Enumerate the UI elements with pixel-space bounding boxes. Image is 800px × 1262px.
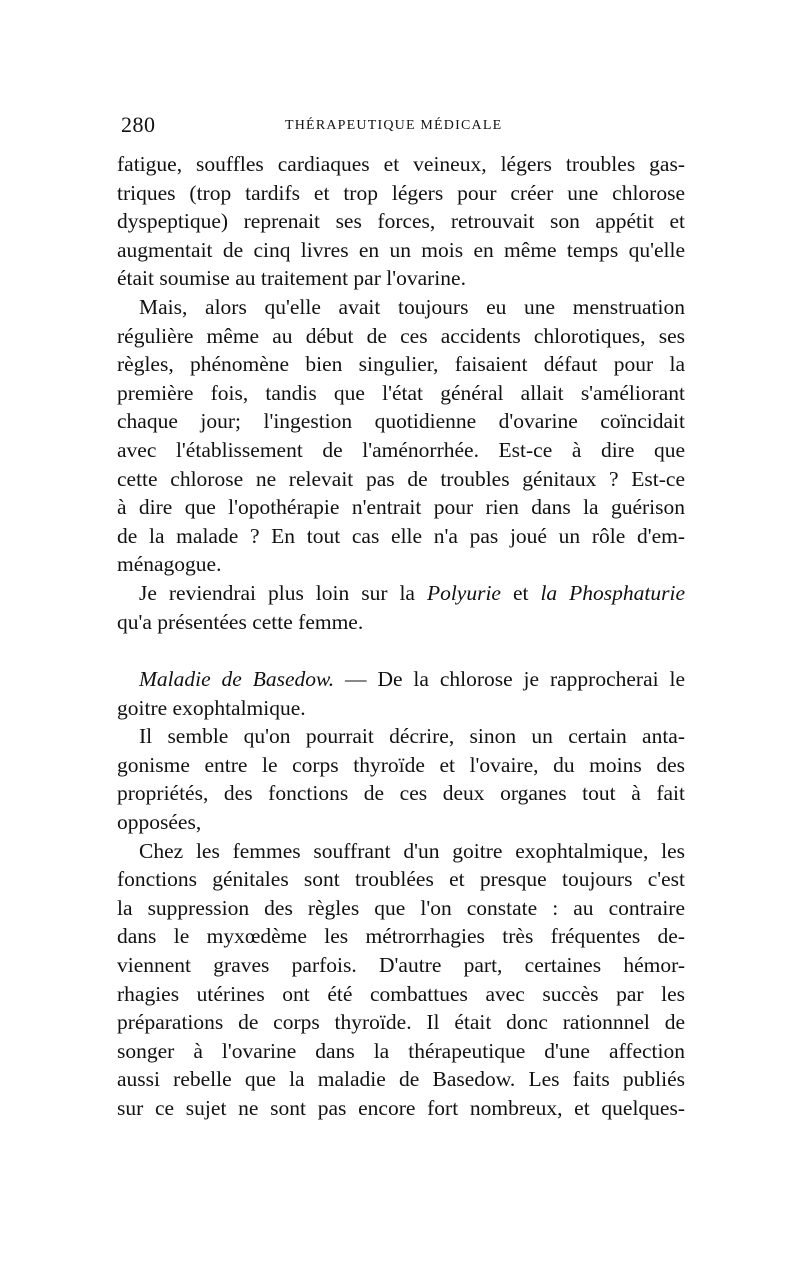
text-line: viennent graves parfois. D'autre part, certaines hémor- bbox=[117, 953, 685, 978]
text-line: fatigue, souffles cardiaques et veineux, légers troubles gas- bbox=[117, 152, 685, 176]
paragraph-4 bbox=[117, 665, 685, 722]
text-line bbox=[117, 579, 685, 608]
text-line: gonisme entre le corps thyroïde et l'ovaire, du moins des bbox=[117, 752, 685, 777]
text-line: préparations de corps thyroïde. Il était donc rationnnel de bbox=[117, 1010, 685, 1035]
text-line: dans le myxœdème les métrorrhagies très fréquentes de- bbox=[117, 924, 685, 949]
paragraph-3 bbox=[117, 579, 685, 636]
text-run: et bbox=[500, 580, 541, 605]
text-line: avec l'établissement de l'aménorrhée. Est-ce à dire que bbox=[117, 437, 685, 462]
page-number: 280 bbox=[121, 112, 156, 137]
paragraph-2 bbox=[117, 293, 685, 579]
section-gap bbox=[117, 636, 685, 665]
text-line: rhagies utérines ont été combattues avec succès par les bbox=[117, 981, 685, 1006]
text-line: opposées, bbox=[117, 810, 202, 835]
text-line: première fois, tandis que l'état général allait s'améliorant bbox=[117, 380, 685, 405]
text-line: fonctions génitales sont troublées et presque toujours c'est bbox=[117, 867, 685, 892]
text-line: propriétés, des fonctions de ces deux organes tout à fait bbox=[117, 781, 685, 806]
text-line: à dire que l'opothérapie n'entrait pour rien dans la guérison bbox=[117, 495, 685, 520]
text-line: augmentait de cinq livres en un mois en même temps qu'elle bbox=[117, 237, 685, 262]
text-line: aussi rebelle que la maladie de Basedow. Les faits publiés bbox=[117, 1067, 685, 1092]
section-heading: Maladie de Basedow. bbox=[139, 667, 335, 692]
text-line: sur ce sujet ne sont pas encore fort nombreux, et quelques- bbox=[117, 1096, 685, 1120]
text-line: Mais, alors qu'elle avait toujours eu une menstruation bbox=[139, 294, 685, 319]
body-text bbox=[117, 150, 685, 1123]
text-line: Il semble qu'on pourrait décrire, sinon un certain anta- bbox=[139, 724, 685, 749]
paragraph-5 bbox=[117, 722, 685, 836]
text-line: ménagogue. bbox=[117, 552, 222, 577]
text-line: cette chlorose ne relevait pas de troubles génitaux ? Est-ce bbox=[117, 466, 685, 491]
running-title: THÉRAPEUTIQUE MÉDICALE bbox=[285, 118, 503, 133]
text-line: dyspeptique) reprenait ses forces, retrouvait son appétit et bbox=[117, 209, 685, 234]
paragraph-1 bbox=[117, 150, 685, 293]
text-line: était soumise au traitement par l'ovarine. bbox=[117, 266, 466, 291]
text-run: Je reviendrai plus loin sur la bbox=[139, 580, 427, 605]
text-line: songer à l'ovarine dans la thérapeutique d'une affection bbox=[117, 1038, 685, 1063]
text-line: qu'a présentées cette femme. bbox=[117, 609, 364, 634]
text-line: règles, phénomène bien singulier, faisaient défaut pour la bbox=[117, 352, 685, 377]
text-line: goitre exophtalmique. bbox=[117, 695, 306, 720]
text-line: la suppression des règles que l'on constate : au contraire bbox=[117, 895, 685, 920]
italic-term: la Phosphaturie bbox=[540, 580, 685, 605]
text-line: chaque jour; l'ingestion quotidienne d'ovarine coïncidait bbox=[117, 409, 685, 434]
running-head bbox=[117, 112, 685, 140]
text-line: régulière même au début de ces accidents chlorotiques, ses bbox=[117, 323, 685, 348]
text-line bbox=[117, 665, 685, 694]
text-line: Chez les femmes souffrant d'un goitre exophtalmique, les bbox=[139, 838, 685, 863]
text-line: de la malade ? En tout cas elle n'a pas joué un rôle d'em- bbox=[117, 523, 685, 548]
text-line: triques (trop tardifs et trop légers pour créer une chlorose bbox=[117, 180, 685, 205]
italic-term: Polyurie bbox=[426, 580, 501, 605]
paragraph-6 bbox=[117, 837, 685, 1123]
text-run: — De la chlorose je rapprocherai le bbox=[334, 667, 686, 692]
